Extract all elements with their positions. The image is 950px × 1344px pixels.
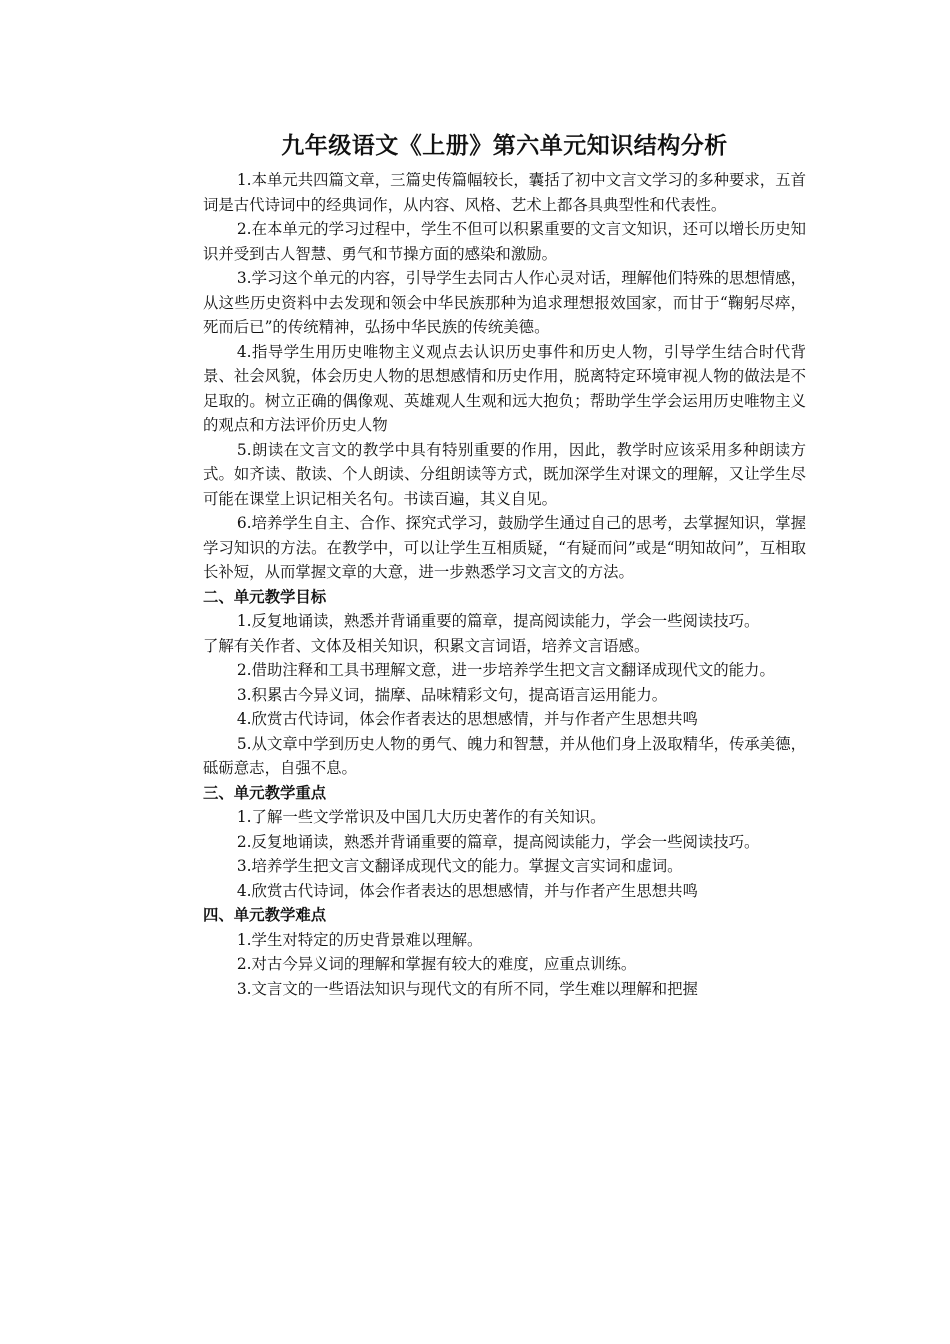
key-point-item-1: 1.了解一些文学常识及中国几大历史著作的有关知识。 [236, 808, 606, 826]
goal-item-1: 1.反复地诵读，熟悉并背诵重要的篇章，提高阅读能力，学会一些阅读技巧。 [236, 612, 760, 630]
intro-paragraph-6: 6.培养学生自主、合作、探究式学习，鼓励学生通过自己的思考，去掌握知识，掌握学习知识的方法。在教学中，可以让学生互相质疑，“有疑而问”或是“明知故问”，互相取长补短，从而掌握文章的大意，进一步熟悉学习文言文的方法。 [203, 514, 806, 581]
intro-paragraph-1: 1.本单元共四篇文章，三篇史传篇幅较长，囊括了初中文言文学习的多种要求，五首词是古代诗词中的经典词作，从内容、风格、艺术上都各具典型性和代表性。 [203, 171, 806, 214]
document-title: 九年级语文《上册》第六单元知识结构分析 [281, 133, 728, 159]
intro-paragraph-3: 3.学习这个单元的内容，引导学生去同古人作心灵对话，理解他们特殊的思想情感，从这些历史资料中去发现和领会中华民族那种为追求理想报效国家，而甘于“鞠躬尽瘁，死而后已”的传统精神，弘扬中华民族的传统美德。 [203, 269, 806, 336]
goal-item-4: 4.欣赏古代诗词，体会作者表达的思想感情，并与作者产生思想共鸣 [236, 710, 698, 728]
goal-item-1-continuation: 了解有关作者、文体及相关知识，积累文言词语，培养文言语感。 [203, 636, 650, 655]
difficulty-item-1: 1.学生对特定的历史背景难以理解。 [236, 930, 483, 949]
difficulty-item-3: 3.文言文的一些语法知识与现代文的有所不同，学生难以理解和把握 [236, 979, 698, 998]
key-point-item-2: 2.反复地诵读，熟悉并背诵重要的篇章，提高阅读能力，学会一些阅读技巧。 [236, 832, 760, 851]
section-heading-key-points: 三、单元教学重点 [203, 783, 327, 802]
goal-item-3: 3.积累古今异义词，揣摩、品味精彩文句，提高语言运用能力。 [236, 685, 668, 704]
intro-paragraph-2: 2.在本单元的学习过程中，学生不但可以积累重要的文言文知识，还可以增长历史知识并受到古人智慧、勇气和节操方面的感染和激励。 [203, 220, 806, 263]
difficulty-item-2: 2.对古今异义词的理解和掌握有较大的难度，应重点训练。 [236, 955, 637, 973]
key-point-item-4: 4.欣赏古代诗词，体会作者表达的思想感情，并与作者产生思想共鸣 [236, 881, 698, 900]
section-heading-goals: 二、单元教学目标 [203, 587, 327, 606]
goal-item-2: 2.借助注释和工具书理解文意，进一步培养学生把文言文翻译成现代文的能力。 [236, 661, 775, 679]
goal-item-5: 5.从文章中学到历史人物的勇气、魄力和智慧，并从他们身上汲取精华，传承美德，砥砺意志，自强不息。 [203, 734, 806, 777]
intro-paragraph-5: 5.朗读在文言文的教学中具有特别重要的作用，因此，教学时应该采用多种朗读方式。如齐读、散读、个人朗读、分组朗读等方式，既加深学生对课文的理解，又让学生尽可能在课堂上识记相关名句。书读百遍，其义自见。 [203, 440, 806, 508]
intro-paragraph-4: 4.指导学生用历史唯物主义观点去认识历史事件和历史人物，引导学生结合时代背景、社会风貌，体会历史人物的思想感情和历史作用，脱离特定环境审视人物的做法是不足取的。树立正确的偶像观、英雄观人生观和远大抱负；帮助学生学会运用历史唯物主义的观点和方法评价历史人物 [203, 342, 806, 434]
section-heading-difficulties: 四、单元教学难点 [203, 906, 327, 924]
document-page [203, 128, 806, 1001]
key-point-item-3: 3.培养学生把文言文翻译成现代文的能力。掌握文言实词和虚词。 [236, 857, 683, 875]
